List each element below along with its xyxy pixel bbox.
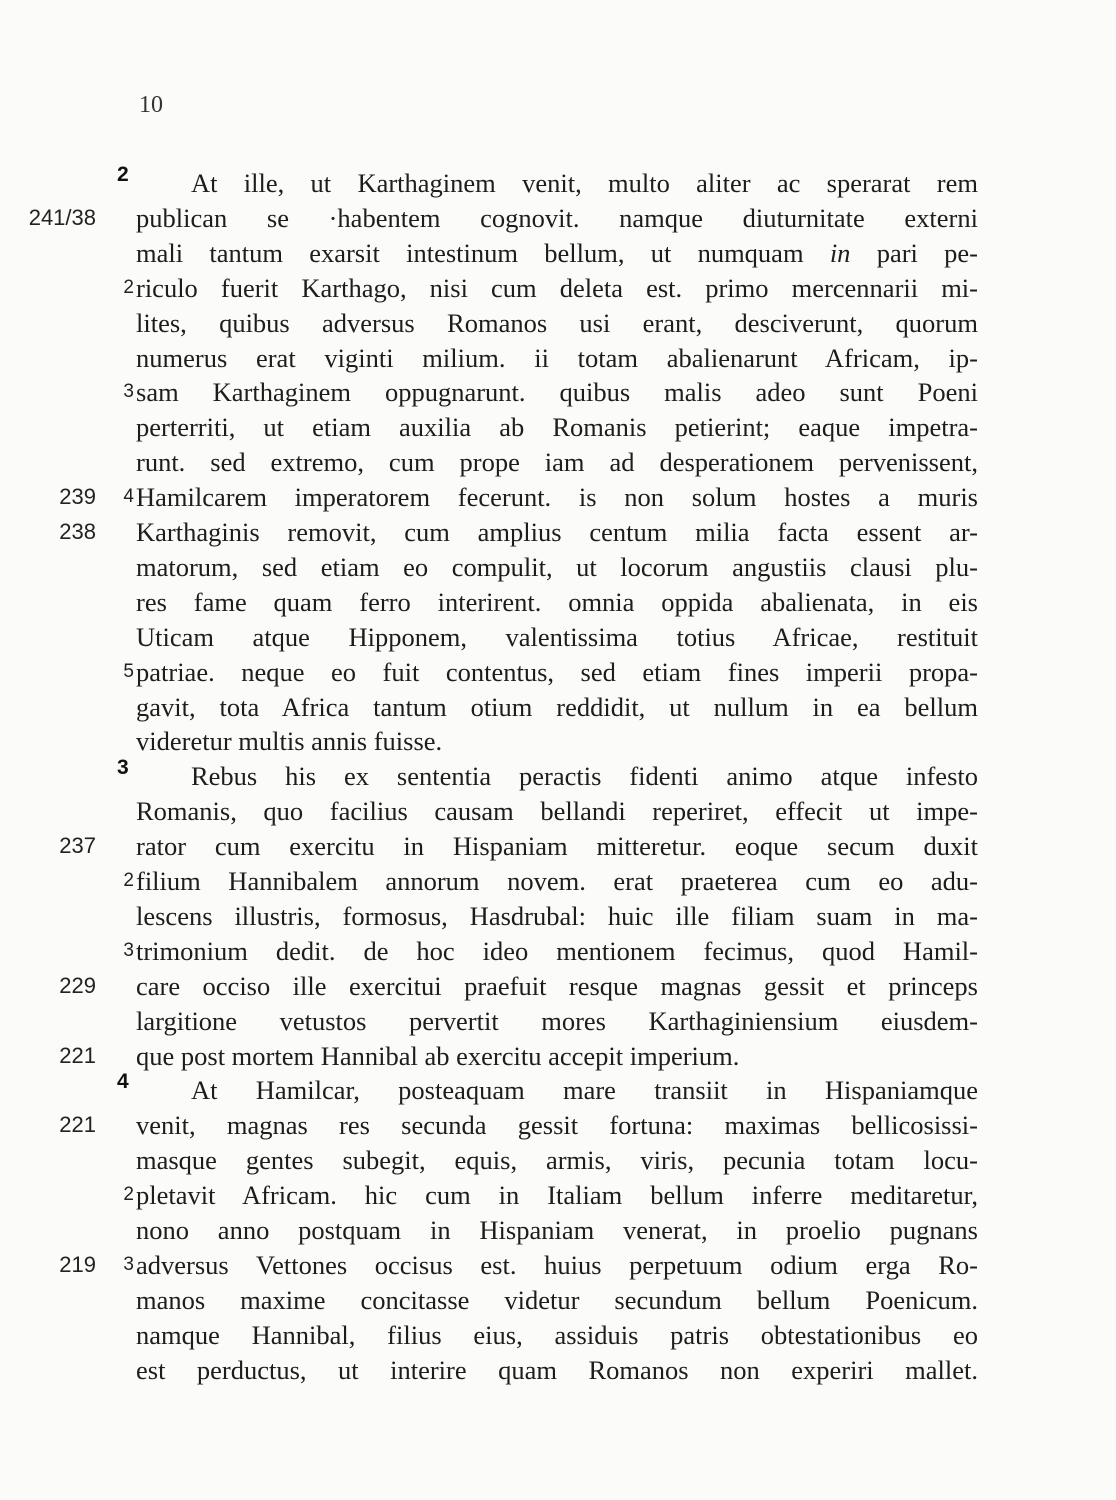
line-text: Romanis, quo facilius causam bellandi reperiret, effecit ut impe- bbox=[136, 796, 978, 827]
line-text: matorum, sed etiam eo compulit, ut locorum angustiis clausi plu- bbox=[136, 551, 978, 582]
line-text: lescens illustris, formosus, Hasdrubal: huic ille filiam suam in ma- bbox=[136, 900, 978, 931]
line-text: namque Hannibal, filius eius, assiduis patris obtestationibus eo bbox=[136, 1319, 978, 1350]
line-text: filium Hannibalem annorum novem. erat praeterea cum eo adu- bbox=[136, 866, 978, 896]
text-line bbox=[0, 654, 1116, 690]
margin-year: 238 bbox=[59, 519, 96, 544]
line-text: trimonium dedit. de hoc ideo mentionem fecimus, quod Hamil- bbox=[136, 935, 978, 966]
line-text: sam Karthaginem oppugnarunt. quibus malis adeo sunt Poeni bbox=[136, 377, 978, 408]
chapter-number: 4 bbox=[117, 1070, 129, 1094]
text-line bbox=[0, 1247, 1116, 1283]
text-line bbox=[0, 898, 1116, 934]
margin-year: 219 bbox=[59, 1251, 96, 1277]
section-number: 2 bbox=[123, 1184, 134, 1206]
line-text: largitione vetustos pervertit mores Karthaginiensium eiusdem- bbox=[136, 1005, 978, 1036]
line-text: pletavit Africam. hic cum in Italiam bellum inferre meditaretur, bbox=[136, 1180, 978, 1211]
line-text: que post mortem Hannibal ab exercitu accepit imperium. bbox=[136, 1040, 740, 1071]
line-text: mali tantum exarsit intestinum bellum, ut numquam in pari pe- bbox=[136, 237, 978, 268]
text-line bbox=[0, 549, 1116, 585]
line-text: Uticam atque Hipponem, valentissima totius Africae, restituit bbox=[136, 621, 978, 652]
text-line bbox=[0, 1352, 1116, 1388]
text-line bbox=[0, 933, 1116, 969]
line-text: est perductus, ut interire quam Romanos non experiri mallet. bbox=[136, 1354, 978, 1385]
line-text: rator cum exercitu in Hispaniam mitteretur. eoque secum duxit bbox=[136, 831, 978, 862]
chapter-number: 3 bbox=[117, 756, 129, 780]
section-number: 3 bbox=[123, 939, 134, 961]
line-text: videretur multis annis fuisse. bbox=[136, 726, 443, 757]
text-line bbox=[0, 968, 1116, 1004]
text-line bbox=[0, 514, 1116, 550]
text-line bbox=[0, 1142, 1116, 1178]
line-text: Hamilcarem imperatorem fecerunt. is non solum hostes a muris bbox=[136, 482, 978, 513]
line-text: perterriti, ut etiam auxilia ab Romanis petierint; eaque impetra- bbox=[136, 412, 978, 443]
line-text: care occiso ille exercitui praefuit resque magnas gessit et princeps bbox=[136, 970, 978, 1001]
line-text: At ille, ut Karthaginem venit, multo aliter ac sperarat rem bbox=[191, 168, 978, 198]
section-number: 4 bbox=[123, 486, 134, 508]
line-text: numerus erat viginti milium. ii totam abalienarunt Africam, ip- bbox=[136, 342, 978, 373]
line-text: venit, magnas res secunda gessit fortuna: maximas bellicosissi- bbox=[136, 1110, 978, 1141]
line-text: Rebus his ex sententia peractis fidenti animo atque infesto bbox=[191, 761, 978, 792]
line-text: patriae. neque eo fuit contentus, sed etiam fines imperii propa- bbox=[136, 656, 978, 687]
margin-year: 239 bbox=[59, 484, 96, 510]
line-text: At Hamilcar, posteaquam mare transiit in Hispaniamque bbox=[191, 1075, 978, 1106]
text-line bbox=[0, 409, 1116, 445]
text-line bbox=[0, 444, 1116, 480]
line-text: masque gentes subegit, equis, armis, viris, pecunia totam locu- bbox=[136, 1145, 978, 1176]
text-line bbox=[0, 1282, 1116, 1318]
section-number: 2 bbox=[123, 276, 134, 298]
line-text: lites, quibus adversus Romanos usi erant, desciverunt, quorum bbox=[136, 307, 978, 338]
text-line bbox=[0, 374, 1116, 410]
text-line bbox=[0, 1317, 1116, 1353]
section-number: 2 bbox=[123, 870, 134, 891]
line-text: adversus Vettones occisus est. huius perpetuum odium erga Ro- bbox=[136, 1249, 978, 1280]
text-line bbox=[0, 1072, 1116, 1108]
line-text: runt. sed extremo, cum prope iam ad desperationem pervenissent, bbox=[136, 447, 978, 478]
text-line bbox=[0, 1003, 1116, 1039]
line-text: res fame quam ferro interirent. omnia oppida abalienata, in eis bbox=[136, 586, 978, 617]
margin-year: 241/38 bbox=[28, 204, 96, 230]
text-line bbox=[0, 305, 1116, 341]
page-number: 10 bbox=[139, 92, 163, 118]
text-line bbox=[0, 584, 1116, 620]
text-line bbox=[0, 723, 1116, 759]
line-text: gavit, tota Africa tantum otium reddidit, ut nullum in ea bellum bbox=[136, 691, 978, 722]
margin-year: 221 bbox=[59, 1112, 96, 1138]
text-line bbox=[0, 828, 1116, 864]
text-line bbox=[0, 758, 1116, 794]
text-line bbox=[0, 165, 1116, 201]
line-text: publican se ·habentem cognovit. namque diuturnitate externi bbox=[136, 202, 978, 233]
text-line bbox=[0, 1107, 1116, 1143]
text-line bbox=[0, 863, 1116, 899]
margin-year: 229 bbox=[59, 972, 96, 998]
text-line bbox=[0, 340, 1116, 376]
line-text: riculo fuerit Karthago, nisi cum deleta est. primo mercennarii mi- bbox=[136, 272, 978, 303]
text-line bbox=[0, 270, 1116, 306]
text-line bbox=[0, 479, 1116, 515]
text-line bbox=[0, 689, 1116, 725]
line-text: manos maxime concitasse videtur secundum bellum Poenicum. bbox=[136, 1284, 978, 1315]
margin-year: 221 bbox=[59, 1042, 96, 1068]
italic-word: in bbox=[829, 237, 851, 268]
line-text: nono anno postquam in Hispaniam venerat, in proelio pugnans bbox=[136, 1215, 978, 1245]
text-line bbox=[0, 1038, 1116, 1074]
text-line bbox=[0, 200, 1116, 236]
text-line bbox=[0, 1212, 1116, 1248]
margin-year: 237 bbox=[59, 833, 96, 859]
section-number: 3 bbox=[123, 381, 134, 403]
text-line bbox=[0, 619, 1116, 655]
chapter-number: 2 bbox=[117, 163, 129, 186]
text-line bbox=[0, 1177, 1116, 1213]
line-text: Karthaginis removit, cum amplius centum milia facta essent ar- bbox=[136, 517, 978, 547]
text-line bbox=[0, 793, 1116, 829]
section-number: 5 bbox=[123, 660, 134, 682]
text-line bbox=[0, 235, 1116, 271]
section-number: 3 bbox=[123, 1253, 134, 1275]
